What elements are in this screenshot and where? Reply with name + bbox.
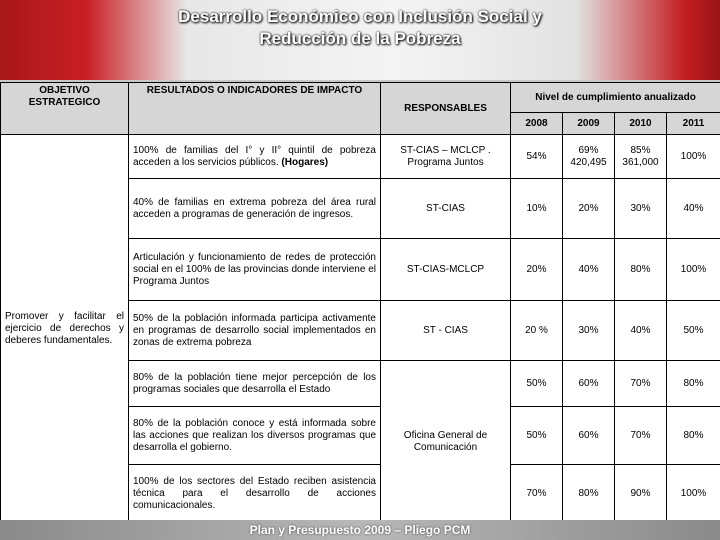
value-2008: 50% [511, 361, 563, 407]
value-2009: 60% [563, 361, 615, 407]
header-responsables: RESPONSABLES [381, 83, 511, 135]
value-2011: 80% [667, 407, 720, 465]
resultado-text: 100% de familias del I° y II° quintil de pobreza acceden a los servicios públicos. [133, 144, 376, 168]
value-2008: 20% [511, 239, 563, 301]
page-title [0, 6, 720, 50]
value-2008: 54% [511, 135, 563, 179]
value-2011: 50% [667, 301, 720, 361]
value-2008: 70% [511, 465, 563, 523]
resultado-cell: 50% de la población informada participa activamente en programas de desarrollo social implementados en zonas de extrema pobreza [129, 301, 381, 361]
value-2008: 20 % [511, 301, 563, 361]
resultado-cell: Articulación y funcionamiento de redes de protección social en el 100% de las provincias donde interviene el Programa Juntos [129, 239, 381, 301]
value-2009-abs: 420,495 [570, 156, 607, 168]
value-2011: 100% [667, 465, 720, 523]
header-row [1, 83, 720, 113]
value-2011: 100% [667, 239, 720, 301]
value-2010: 70% [615, 361, 667, 407]
value-2009: 20% [563, 179, 615, 239]
value-2010-abs: 361,000 [622, 156, 659, 168]
responsable-cell: ST - CIAS [381, 301, 511, 361]
responsable-cell: ST-CIAS-MCLCP [381, 239, 511, 301]
title-line-1: Desarrollo Económico con Inclusión Social y [178, 7, 542, 26]
resultado-cell: 40% de familias en extrema pobreza del área rural acceden a programas de generación de ingresos. [129, 179, 381, 239]
value-2008: 10% [511, 179, 563, 239]
value-2010: 30% [615, 179, 667, 239]
resultado-bold: (Hogares) [281, 156, 329, 168]
value-2008: 50% [511, 407, 563, 465]
header-year-2011: 2011 [667, 113, 720, 135]
value-2009: 60% [563, 407, 615, 465]
value-2011: 100% [667, 135, 720, 179]
value-2011: 40% [667, 179, 720, 239]
value-2009: 80% [563, 465, 615, 523]
value-2009: 40% [563, 239, 615, 301]
value-2009 [563, 135, 615, 179]
value-2010: 40% [615, 301, 667, 361]
value-2010 [615, 135, 667, 179]
value-2010-pct: 85% [630, 144, 651, 156]
results-table [0, 82, 720, 523]
header-objetivo: OBJETIVO ESTRATEGICO [1, 83, 129, 135]
resultado-cell: 80% de la población conoce y está informada sobre las acciones que realizan los diversos programas que desarrolla el gobierno. [129, 407, 381, 465]
header-year-2008: 2008 [511, 113, 563, 135]
table-row [1, 135, 720, 179]
objetivo-cell: Promover y facilitar el ejercicio de derechos y deberes fundamentales. [1, 135, 129, 523]
header-year-2009: 2009 [563, 113, 615, 135]
value-2010: 80% [615, 239, 667, 301]
value-2009-pct: 69% [578, 144, 599, 156]
resultado-cell: 80% de la población tiene mejor percepción de los programas sociales que desarrolla el Estado [129, 361, 381, 407]
responsable-cell: ST-CIAS – MCLCP . Programa Juntos [381, 135, 511, 179]
value-2010: 90% [615, 465, 667, 523]
value-2009: 30% [563, 301, 615, 361]
header-resultados: RESULTADOS O INDICADORES DE IMPACTO [129, 83, 381, 135]
title-line-2: Reducción de la Pobreza [259, 29, 461, 48]
responsable-group-cell: Oficina General de Comunicación [381, 361, 511, 523]
value-2010: 70% [615, 407, 667, 465]
resultado-cell [129, 135, 381, 179]
header-year-2010: 2010 [615, 113, 667, 135]
responsable-cell: ST-CIAS [381, 179, 511, 239]
footer-text: Plan y Presupuesto 2009 – Pliego PCM [249, 523, 471, 537]
header-nivel: Nivel de cumplimiento anualizado [511, 83, 720, 113]
value-2011: 80% [667, 361, 720, 407]
resultado-cell: 100% de los sectores del Estado reciben asistencia técnica para el desarrollo de acciones comunicacionales. [129, 465, 381, 523]
